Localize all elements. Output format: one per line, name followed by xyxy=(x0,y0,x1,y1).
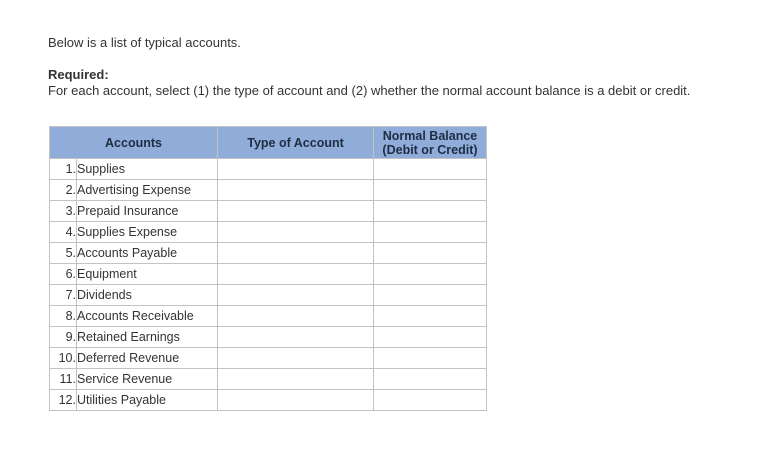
table-row xyxy=(50,180,487,201)
normal-balance-input[interactable] xyxy=(374,201,487,222)
account-name: Deferred Revenue xyxy=(77,348,218,369)
normal-balance-input[interactable] xyxy=(374,222,487,243)
type-of-account-input[interactable] xyxy=(218,369,374,390)
normal-balance-input[interactable] xyxy=(374,159,487,180)
type-of-account-input[interactable] xyxy=(218,180,374,201)
normal-balance-header-line2: (Debit or Credit) xyxy=(382,142,478,157)
account-name: Utilities Payable xyxy=(77,390,218,411)
account-name: Advertising Expense xyxy=(77,180,218,201)
account-number: 3. xyxy=(50,201,77,222)
account-number: 10. xyxy=(50,348,77,369)
account-number: 2. xyxy=(50,180,77,201)
normal-balance-input[interactable] xyxy=(374,390,487,411)
table-row xyxy=(50,264,487,285)
required-instructions: For each account, select (1) the type of account and (2) whether the normal account balance is a debit or credit. xyxy=(48,83,691,98)
account-number: 6. xyxy=(50,264,77,285)
type-of-account-input[interactable] xyxy=(218,285,374,306)
type-of-account-header: Type of Account xyxy=(218,127,374,159)
account-number: 1. xyxy=(50,159,77,180)
account-name: Equipment xyxy=(77,264,218,285)
table-header-row xyxy=(50,127,487,159)
intro-text: Below is a list of typical accounts. xyxy=(48,35,241,50)
account-name: Service Revenue xyxy=(77,369,218,390)
normal-balance-input[interactable] xyxy=(374,285,487,306)
table-row xyxy=(50,327,487,348)
table-row xyxy=(50,390,487,411)
normal-balance-input[interactable] xyxy=(374,243,487,264)
account-number: 7. xyxy=(50,285,77,306)
table-row xyxy=(50,243,487,264)
normal-balance-header xyxy=(374,127,487,159)
normal-balance-input[interactable] xyxy=(374,180,487,201)
account-name: Retained Earnings xyxy=(77,327,218,348)
table-row xyxy=(50,159,487,180)
normal-balance-header-line1: Normal Balance xyxy=(382,128,478,143)
type-of-account-input[interactable] xyxy=(218,264,374,285)
account-number: 12. xyxy=(50,390,77,411)
table-row xyxy=(50,369,487,390)
account-name: Accounts Payable xyxy=(77,243,218,264)
account-name: Supplies xyxy=(77,159,218,180)
account-number: 11. xyxy=(50,369,77,390)
normal-balance-input[interactable] xyxy=(374,327,487,348)
type-of-account-input[interactable] xyxy=(218,327,374,348)
type-of-account-input[interactable] xyxy=(218,159,374,180)
account-name: Dividends xyxy=(77,285,218,306)
normal-balance-input[interactable] xyxy=(374,348,487,369)
type-of-account-input[interactable] xyxy=(218,390,374,411)
account-name: Supplies Expense xyxy=(77,222,218,243)
account-number: 5. xyxy=(50,243,77,264)
table-row xyxy=(50,348,487,369)
table-row xyxy=(50,201,487,222)
account-number: 9. xyxy=(50,327,77,348)
table-row xyxy=(50,306,487,327)
accounts-header: Accounts xyxy=(50,127,218,159)
account-name: Accounts Receivable xyxy=(77,306,218,327)
normal-balance-input[interactable] xyxy=(374,369,487,390)
type-of-account-input[interactable] xyxy=(218,348,374,369)
normal-balance-input[interactable] xyxy=(374,306,487,327)
table-row xyxy=(50,222,487,243)
required-heading: Required: xyxy=(48,67,109,82)
type-of-account-input[interactable] xyxy=(218,201,374,222)
account-name: Prepaid Insurance xyxy=(77,201,218,222)
type-of-account-input[interactable] xyxy=(218,222,374,243)
type-of-account-input[interactable] xyxy=(218,243,374,264)
normal-balance-input[interactable] xyxy=(374,264,487,285)
table-row xyxy=(50,285,487,306)
accounts-table xyxy=(49,126,487,411)
type-of-account-input[interactable] xyxy=(218,306,374,327)
account-number: 8. xyxy=(50,306,77,327)
account-number: 4. xyxy=(50,222,77,243)
